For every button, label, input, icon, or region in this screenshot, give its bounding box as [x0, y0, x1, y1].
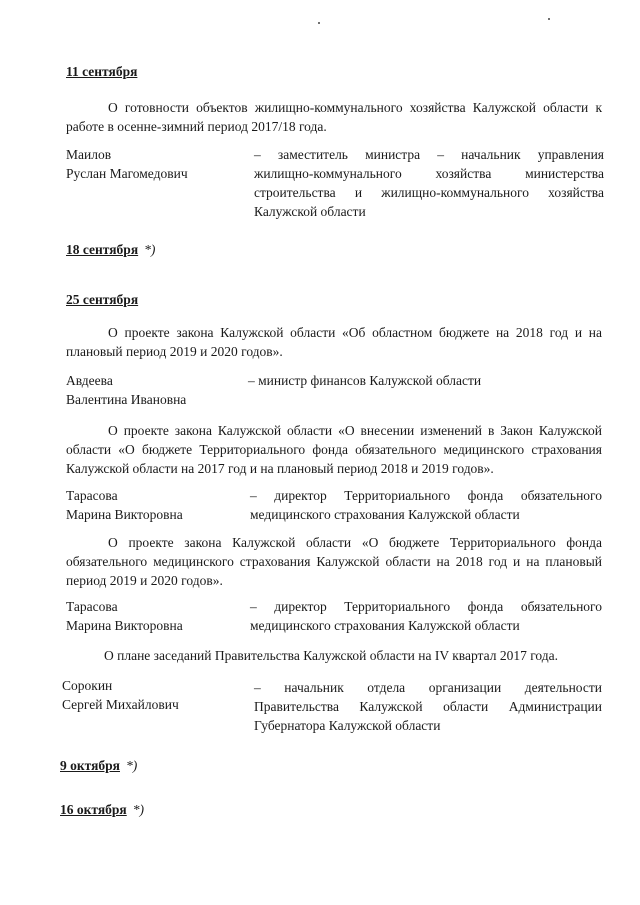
date-heading-25-september: 25 сентября: [66, 292, 139, 307]
speaker-role: [250, 597, 602, 635]
speaker-role: [248, 371, 598, 390]
speaker-surname: Тарасова: [66, 599, 118, 614]
agenda-topic: О проекте закона Калужской области «О внесении изменений в Закон Калужской области «О бюджете Территориального фонда обязательного медицинского страхования Калужской области на 2017 год и на плановый период 2018 и 2019 годов».: [66, 423, 602, 476]
footnote-mark: *): [132, 802, 144, 817]
scan-speck: [318, 22, 320, 24]
footnote-mark: *): [125, 758, 138, 773]
speaker-given-names: Марина Викторовна: [66, 507, 183, 522]
date-label: 18 сентября: [66, 242, 139, 257]
speaker-role-rest: медицинского страхования Калужской области: [250, 618, 520, 633]
speaker-surname: Авдеева: [66, 373, 113, 388]
date-heading-9-october: [60, 758, 137, 774]
speaker-surname: Сорокин: [62, 678, 113, 693]
speaker-given-names: Сергей Михайлович: [62, 697, 179, 712]
speaker-surname: Тарасова: [66, 488, 118, 503]
speaker-given-names: Руслан Магомедович: [66, 166, 188, 181]
speaker-role-rest: Правительства Калужской области Администрации Губернатора Калужской области: [254, 699, 602, 733]
speaker-role-line-1: – заместитель министра – начальник управления: [254, 147, 604, 162]
speaker-role-rest: жилищно-коммунального хозяйства министерства строительства и жилищно-коммунального хозяйства Калужской области: [254, 166, 604, 219]
agenda-topic: О плане заседаний Правительства Калужской области на IV квартал 2017 года.: [104, 648, 558, 663]
speaker-given-names: Марина Викторовна: [66, 618, 183, 633]
date-heading-11-september: 11 сентября: [66, 64, 138, 79]
footnote-mark: *): [144, 242, 156, 257]
speaker-role: [254, 145, 604, 221]
agenda-topic: О проекте закона Калужской области «Об областном бюджете на 2018 год и на плановый период 2019 и 2020 годов».: [66, 325, 602, 359]
speaker-name: [62, 676, 242, 714]
scan-speck: [548, 18, 550, 20]
speaker-role-rest: медицинского страхования Калужской области: [250, 507, 520, 522]
speaker-role: [250, 486, 602, 524]
agenda-topic: О готовности объектов жилищно-коммунального хозяйства Калужской области к работе в осенне-зимний период 2017/18 года.: [66, 100, 602, 134]
speaker-role-line-1: – начальник отдела организации деятельности: [254, 680, 602, 695]
agenda-topic: О проекте закона Калужской области «О бюджете Территориального фонда обязательного медицинского страхования Калужской области на 2018 год и на плановый период 2019 и 2020 годов».: [66, 535, 602, 588]
date-label: 9 октября: [60, 758, 120, 773]
date-heading-16-october: [60, 802, 144, 818]
speaker-role-line-1: – директор Территориального фонда обязательного: [250, 599, 602, 614]
speaker-name: [66, 145, 246, 183]
speaker-name: [66, 597, 246, 635]
speaker-role-line-1: – директор Территориального фонда обязательного: [250, 488, 602, 503]
speaker-name: [66, 371, 246, 409]
speaker-given-names: Валентина Ивановна: [66, 392, 187, 407]
speaker-surname: Маилов: [66, 147, 112, 162]
speaker-role-line-1: – министр финансов Калужской области: [248, 373, 482, 388]
date-heading-18-september: [66, 242, 155, 258]
speaker-role: [254, 678, 602, 735]
date-label: 16 октября: [60, 802, 127, 817]
speaker-name: [66, 486, 246, 524]
